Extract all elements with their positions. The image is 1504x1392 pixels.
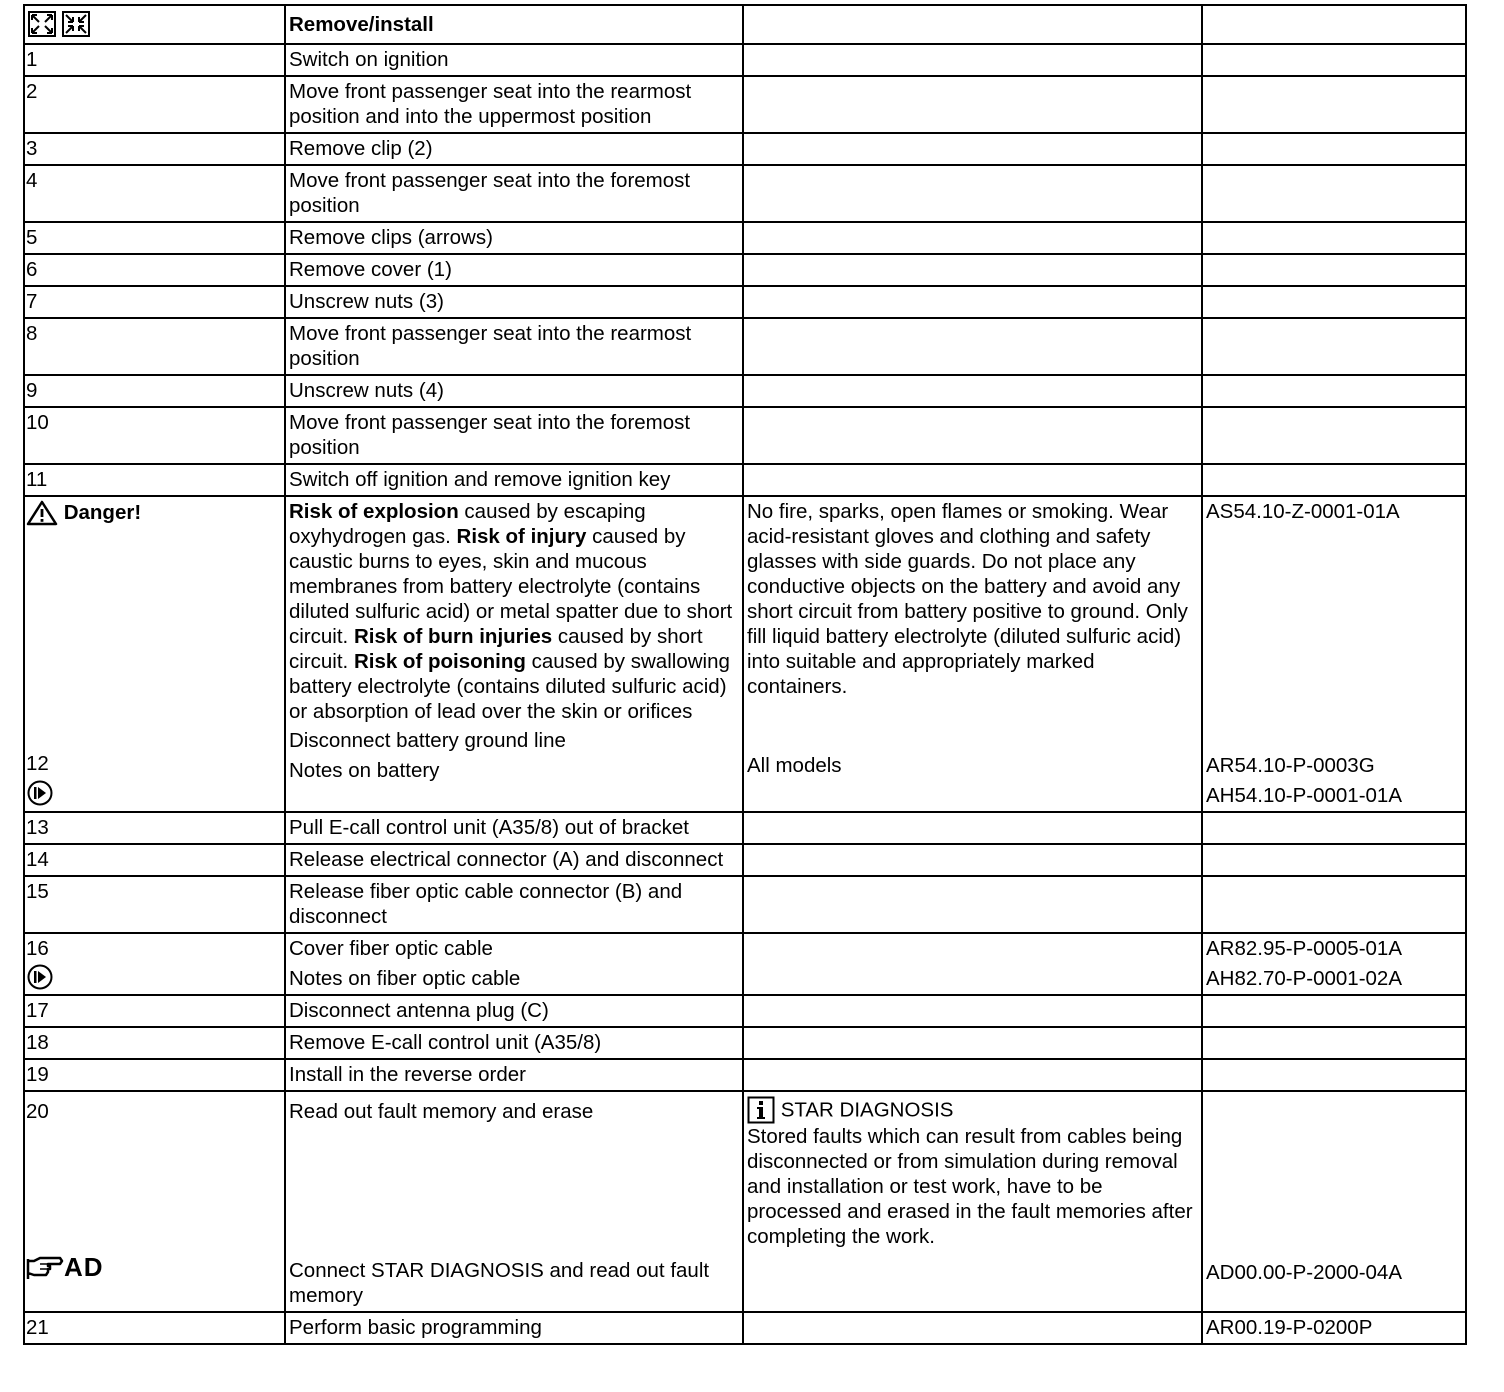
reference-link[interactable]: AR54.10-P-0003G [1206,754,1375,777]
step-number: 13 [24,812,285,844]
table-row [24,286,1466,318]
step-text: Move front passenger seat into the rearmost position and into the uppermost position [285,76,743,133]
collapse-icon[interactable] [62,11,90,37]
table-row [24,76,1466,133]
table-row [24,222,1466,254]
step-number: 11 [24,464,285,496]
danger-label: Danger! [63,501,142,525]
table-row [24,375,1466,407]
table-row [24,1059,1466,1091]
step-text: Cover fiber optic cable [289,937,493,960]
step-text: Remove clips (arrows) [285,222,743,254]
fiber-block-row [24,933,1466,995]
step-number: 9 [24,375,285,407]
info-title: STAR DIAGNOSIS [780,1098,954,1122]
danger-block-row [24,496,1466,812]
step-number: 5 [24,222,285,254]
table-row [24,844,1466,876]
danger-text-cell [285,496,743,812]
table-row [24,995,1466,1027]
step-number: 15 [24,876,285,933]
step-number: 6 [24,254,285,286]
step-number: 3 [24,133,285,165]
ad-text: Connect STAR DIAGNOSIS and read out fault memory [289,1259,710,1307]
step-number: 21 [24,1312,285,1344]
step-text: Move front passenger seat into the foremost position [285,407,743,464]
pointing-hand-icon [26,1255,64,1281]
ad-label: AD [64,1252,104,1283]
info-text: Stored faults which can result from cables being disconnected or from simulation during removal and installation or test work, have to be processed and erased in the fault memories after completing the work. [747,1125,1193,1248]
note-link[interactable]: Notes on battery [289,759,440,782]
step-text: Remove cover (1) [285,254,743,286]
reference-link[interactable]: AH54.10-P-0001-01A [1206,784,1403,807]
expand-icon[interactable] [28,11,56,37]
step-number: 14 [24,844,285,876]
danger-text: Risk of explosion caused by escaping oxyhydrogen gas. Risk of injury caused by caustic burns to eyes, skin and mucous membranes from battery electrolyte (contains diluted sulfuric acid) or metal spatter due to short circuit. Risk of burn injuries caused by short circuit. Risk of poisoning caused by swallowing battery electrolyte (contains diluted sulfuric acid) or absorption of lead over the skin or orifices [289,500,733,723]
step-text: Pull E-call control unit (A35/8) out of bracket [285,812,743,844]
table-row [24,133,1466,165]
step-text: Remove E-call control unit (A35/8) [285,1027,743,1059]
step-text: Unscrew nuts (4) [285,375,743,407]
step-text: Release fiber optic cable connector (B) and disconnect [285,876,743,933]
step-number: 7 [24,286,285,318]
step-number: 17 [24,995,285,1027]
step-number: 1 [24,44,285,76]
table-row [24,407,1466,464]
step-text: Read out fault memory and erase [289,1100,594,1123]
step-text: Disconnect battery ground line [289,729,566,752]
step-number: 18 [24,1027,285,1059]
table-row [24,318,1466,375]
header-icons-cell [24,5,285,44]
reference-link[interactable]: AH82.70-P-0001-02A [1206,967,1403,990]
table-row [24,44,1466,76]
table-row [24,1312,1466,1344]
note-arrow-icon[interactable] [26,964,54,990]
step-number: 12 [26,751,49,775]
danger-advice-cell [743,496,1202,812]
table-row [24,876,1466,933]
note-link[interactable]: Notes on fiber optic cable [289,967,521,990]
step-text: Switch off ignition and remove ignition key [285,464,743,496]
reference-link[interactable]: AD00.00-P-2000-04A [1206,1261,1403,1284]
header-title: Remove/install [285,5,743,44]
step-text: Release electrical connector (A) and disconnect [285,844,743,876]
step-number: 16 [26,937,49,960]
info-icon [747,1096,775,1124]
table-row [24,1027,1466,1059]
procedure-table [23,4,1467,1345]
step-number: 20 [26,1100,49,1123]
step-text: Disconnect antenna plug (C) [285,995,743,1027]
table-row [24,165,1466,222]
danger-advice: No fire, sparks, open flames or smoking. Wear acid-resistant gloves and clothing and safety glasses with side guards. Do not place any conductive objects on the battery and avoid any short circuit from battery positive to ground. Only fill liquid battery electrolyte (diluted sulfuric acid) into suitable and appropriately marked containers. [747,500,1188,698]
step-text: Switch on ignition [285,44,743,76]
note-models: All models [747,754,842,777]
table-row [24,464,1466,496]
step-number: 10 [24,407,285,464]
header-row [24,5,1466,44]
danger-ref-cell [1202,496,1466,812]
diagnosis-block-row [24,1091,1466,1312]
table-row [24,812,1466,844]
reference-link[interactable]: AR82.95-P-0005-01A [1206,937,1403,960]
step-text: Move front passenger seat into the rearmost position [285,318,743,375]
note-arrow-icon[interactable] [26,780,54,806]
step-text: Move front passenger seat into the foremost position [285,165,743,222]
reference-link[interactable]: AS54.10-Z-0001-01A [1206,500,1400,523]
step-number: 2 [24,76,285,133]
danger-label-cell [24,496,285,812]
reference-link[interactable]: AR00.19-P-0200P [1202,1312,1466,1344]
step-number: 19 [24,1059,285,1091]
warning-triangle-icon [26,500,58,526]
step-number: 8 [24,318,285,375]
step-text: Perform basic programming [285,1312,743,1344]
step-text: Unscrew nuts (3) [285,286,743,318]
table-row [24,254,1466,286]
step-number: 4 [24,165,285,222]
step-text: Remove clip (2) [285,133,743,165]
step-text: Install in the reverse order [285,1059,743,1091]
